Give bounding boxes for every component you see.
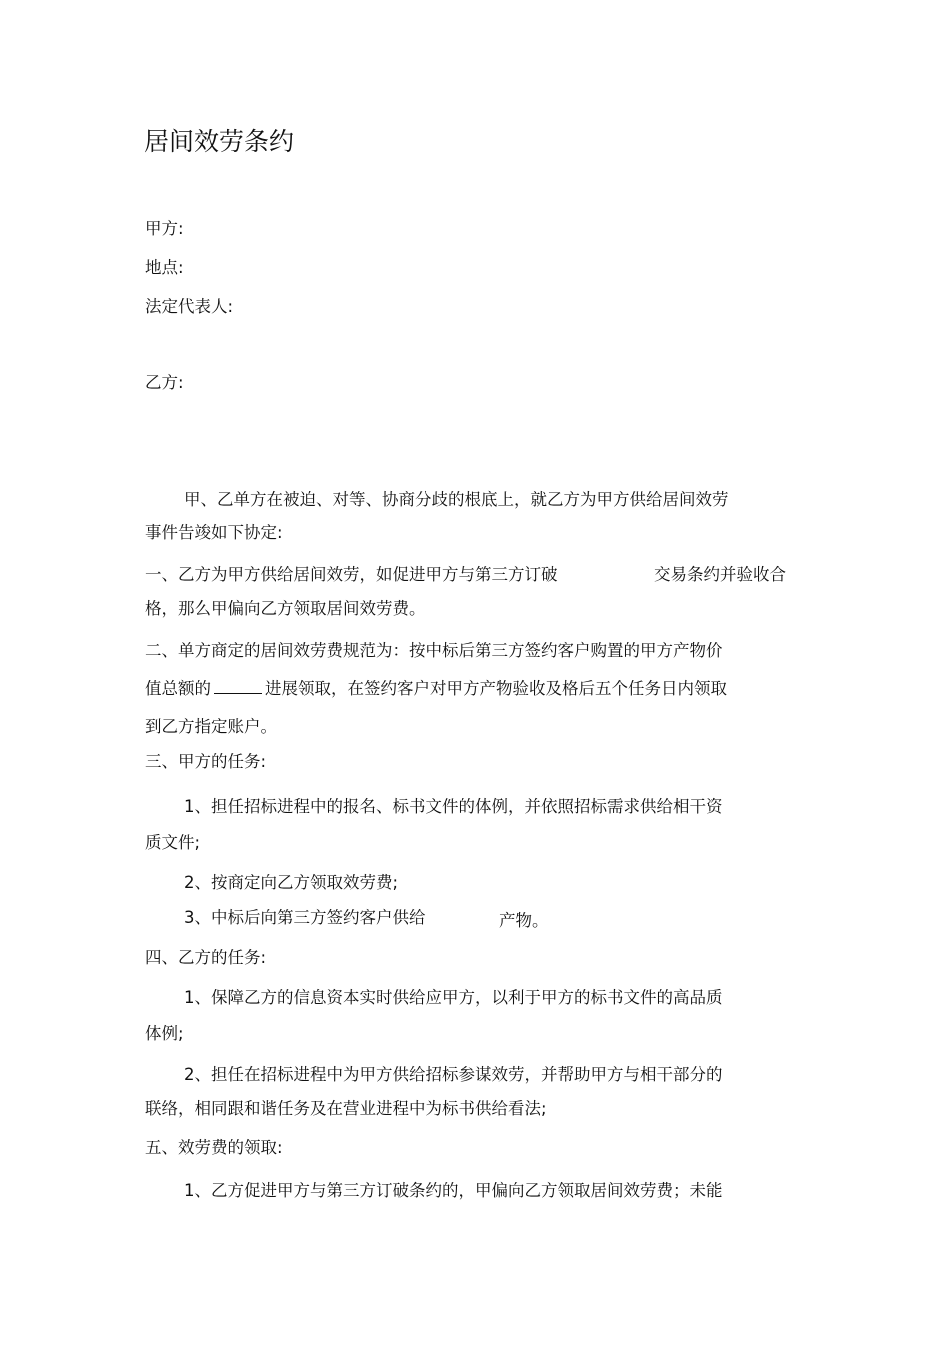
clause-3-item-1-line-2: 质文件; xyxy=(145,833,201,852)
clause-4-heading: 四、乙方的任务: xyxy=(145,948,267,967)
clause-2-line-1: 二、单方商定的居间效劳费规范为：按中标后第三方签约客户购置的甲方产物价 xyxy=(145,641,723,660)
clause-2-line-2 xyxy=(145,678,727,700)
clause-5-item-1-line-1: 1、乙方促进甲方与第三方订破条约的，甲偏向乙方领取居间效劳费；未能 xyxy=(184,1181,723,1200)
clause-2-line-2a: 值总额的 xyxy=(145,679,211,698)
clause-3-item-1-line-1: 1、担任招标进程中的报名、标书文件的体例，并依照招标需求供给相干资 xyxy=(184,797,723,816)
clause-3-item-3b: 产物。 xyxy=(499,911,549,930)
party-b-label: 乙方: xyxy=(145,373,184,392)
clause-2-line-3: 到乙方指定账户。 xyxy=(145,717,277,736)
clause-3-item-2: 2、按商定向乙方领取效劳费; xyxy=(184,873,399,892)
fill-in-blank xyxy=(214,679,262,694)
clause-4-item-1-line-1: 1、保障乙方的信息资本实时供给应甲方，以利于甲方的标书文件的高品质 xyxy=(184,988,723,1007)
party-a-address: 地点: xyxy=(145,258,184,277)
clause-2-line-2b: 进展领取，在签约客户对甲方产物验收及格后五个任务日内领取 xyxy=(265,679,727,698)
intro-line-2: 事件告竣如下协定: xyxy=(145,523,283,542)
document-title: 居间效劳条约 xyxy=(144,127,295,156)
clause-3-item-3a: 3、中标后向第三方签约客户供给 xyxy=(184,908,426,927)
clause-1-line-1b: 交易条约并验收合 xyxy=(654,565,786,584)
intro-line-1: 甲、乙单方在被迫、对等、协商分歧的根底上，就乙方为甲方供给居间效劳 xyxy=(184,490,729,509)
clause-4-item-2-line-2: 联络，相同跟和谐任务及在营业进程中为标书供给看法; xyxy=(145,1099,547,1118)
clause-4-item-1-line-2: 体例; xyxy=(145,1024,184,1043)
party-a-legal-rep: 法定代表人: xyxy=(145,297,234,316)
clause-5-heading: 五、效劳费的领取: xyxy=(145,1138,283,1157)
clause-3-heading: 三、甲方的任务: xyxy=(145,752,267,771)
clause-4-item-2-line-1: 2、担任在招标进程中为甲方供给招标参谋效劳，并帮助甲方与相干部分的 xyxy=(184,1065,723,1084)
clause-1-line-2: 格，那么甲偏向乙方领取居间效劳费。 xyxy=(145,599,426,618)
party-a-label: 甲方: xyxy=(145,219,184,238)
clause-1-line-1a: 一、乙方为甲方供给居间效劳，如促进甲方与第三方订破 xyxy=(145,565,558,584)
